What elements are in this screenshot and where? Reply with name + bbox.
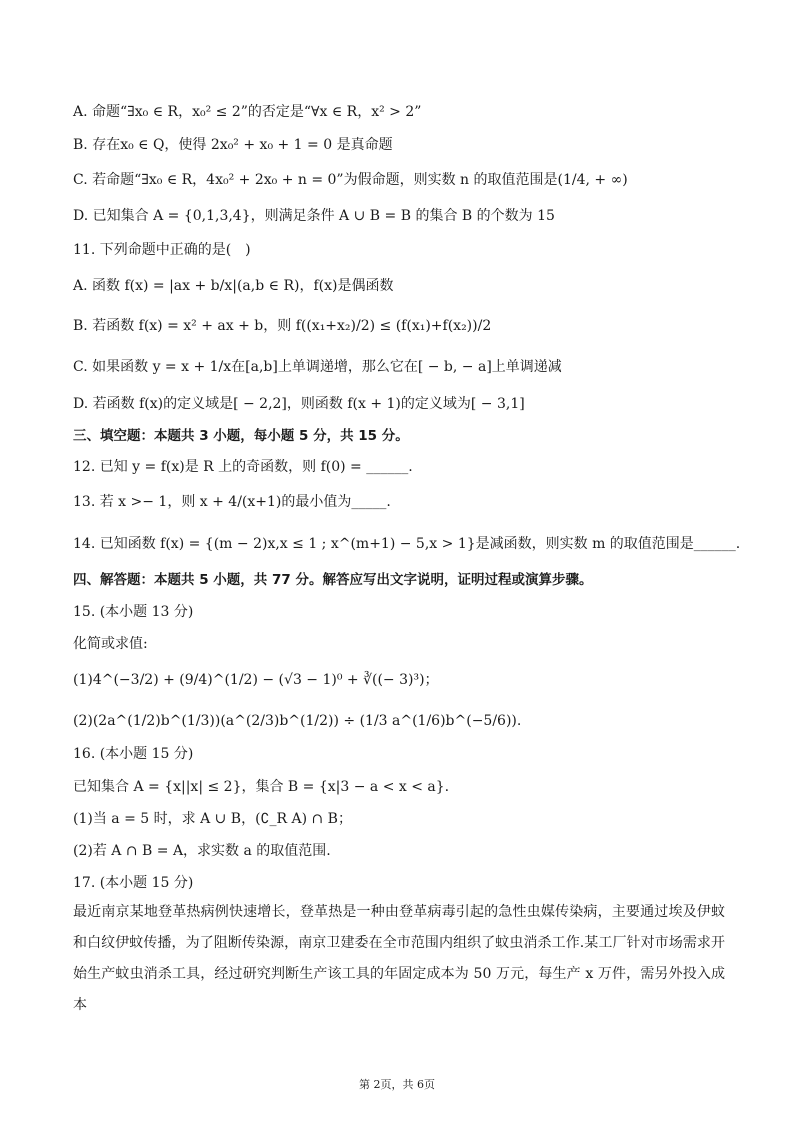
option-10c: C. 若命题“∃x₀ ∈ R，4x₀² + 2x₀ + n = 0”为假命题，则实数 n 的取值范围是(1/4, + ∞) xyxy=(73,172,628,188)
question-16-part2: (2)若 A ∩ B = A，求实数 a 的取值范围. xyxy=(73,843,331,859)
page-footer: 第 2页，共 6页 xyxy=(359,1078,435,1091)
question-15-instruction: 化简或求值: xyxy=(73,636,148,652)
question-15-part2: (2)(2a^(1/2)b^(1/3))(a^(2/3)b^(1/2)) ÷ (1/3 a^(1/6)b^(−5/6)). xyxy=(73,713,522,729)
question-16-part1: (1)当 a = 5 时，求 A ∪ B，(∁_R A) ∩ B； xyxy=(73,811,352,827)
option-10a: A. 命题“∃x₀ ∈ R，x₀² ≤ 2”的否定是“∀x ∈ R，x² > 2” xyxy=(73,104,422,120)
option-10b: B. 存在x₀ ∈ Q，使得 2x₀² + x₀ + 1 = 0 是真命题 xyxy=(73,137,393,153)
question-13: 13. 若 x >− 1，则 x + 4/(x+1)的最小值为_____. xyxy=(73,494,391,510)
section-heading-fill-in: 三、填空题：本题共 3 小题，每小题 5 分，共 15 分。 xyxy=(73,428,409,444)
question-11: 11. 下列命题中正确的是( ) xyxy=(73,242,251,258)
question-16-header: 16. (本小题 15 分) xyxy=(73,746,194,762)
option-11b: B. 若函数 f(x) = x² + ax + b，则 f((x₁+x₂)/2) ≤ (f(x₁)+f(x₂))/2 xyxy=(73,318,492,334)
question-14: 14. 已知函数 f(x) = {(m − 2)x,x ≤ 1 ; x^(m+1) − 5,x > 1}是减函数，则实数 m 的取值范围是______. xyxy=(73,536,741,552)
question-12: 12. 已知 y = f(x)是 R 上的奇函数，则 f(0) = ______. xyxy=(73,459,413,475)
option-10d: D. 已知集合 A = {0,1,3,4}，则满足条件 A ∪ B = B 的集合 B 的个数为 15 xyxy=(73,208,555,224)
option-11d: D. 若函数 f(x)的定义域是[ − 2,2]，则函数 f(x + 1)的定义域为[ − 3,1] xyxy=(73,396,525,412)
question-17-paragraph: 最近南京某地登革热病例快速增长，登革热是一种由登革病毒引起的急性虫媒传染病，主要通过埃及伊蚊和白纹伊蚊传播，为了阻断传染源，南京卫建委在全市范围内组织了蚊虫消杀工作.某工厂针对市场需求开始生产蚊虫消杀工具，经过研究判断生产该工具的年固定成本为 50 万元，每生产 x 万件，需另外投入成本 xyxy=(73,904,725,1013)
section-heading-solutions: 四、解答题：本题共 5 小题，共 77 分。解答应写出文字说明，证明过程或演算步骤。 xyxy=(73,572,593,588)
question-17-header: 17. (本小题 15 分) xyxy=(73,875,194,891)
question-15-header: 15. (本小题 13 分) xyxy=(73,604,194,620)
question-15-part1: (1)4^(−3/2) + (9/4)^(1/2) − (√3 − 1)⁰ + ∛((− 3)³)； xyxy=(73,672,439,688)
option-11a: A. 函数 f(x) = |ax + b/x|(a,b ∈ R)，f(x)是偶函数 xyxy=(73,278,394,294)
option-11c: C. 如果函数 y = x + 1/x在[a,b]上单调递增，那么它在[ − b, − a]上单调递减 xyxy=(73,359,562,375)
question-16-statement: 已知集合 A = {x||x| ≤ 2}，集合 B = {x|3 − a < x < a}. xyxy=(73,779,450,795)
